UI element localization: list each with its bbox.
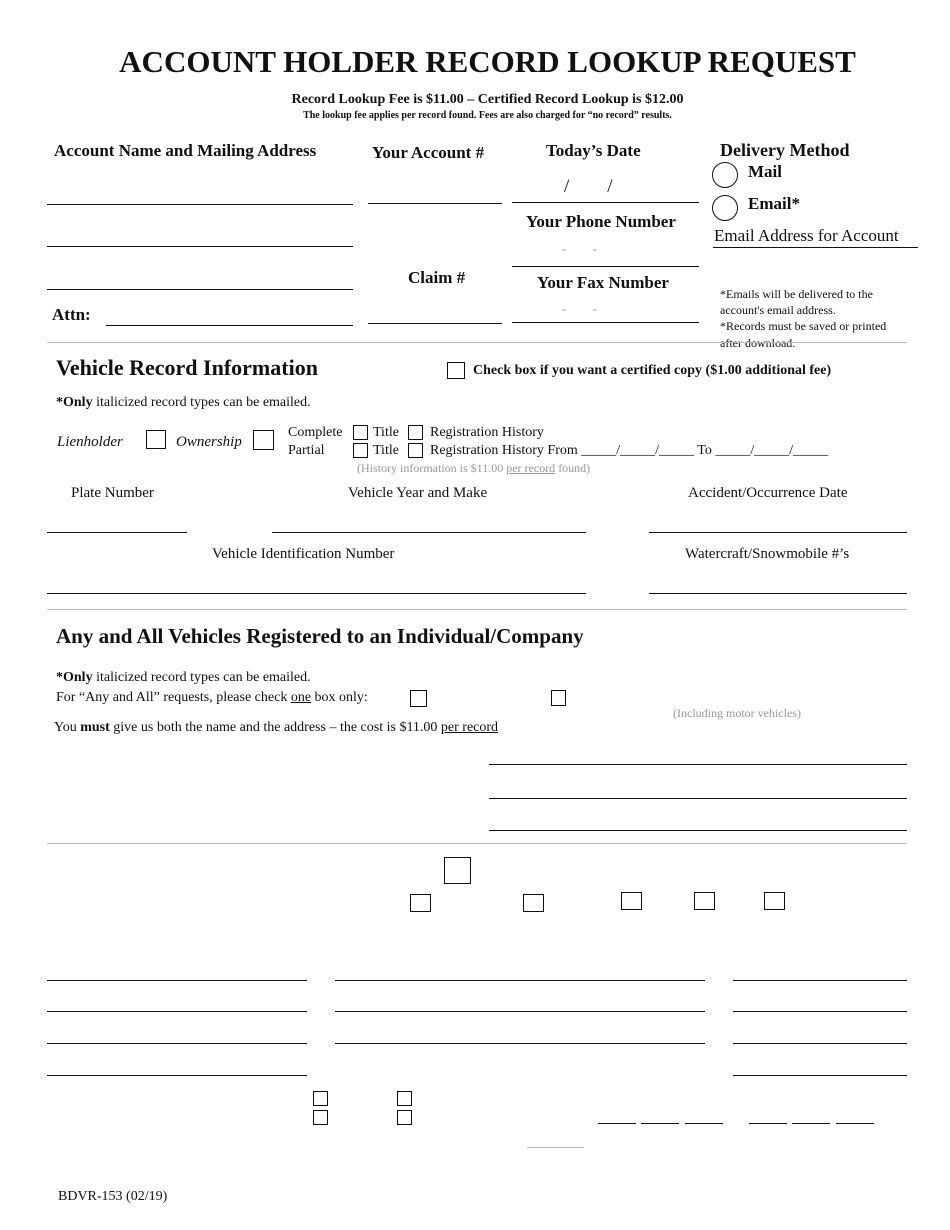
attn-label: Attn:	[52, 305, 91, 324]
email-note-4: after download.	[720, 336, 796, 350]
must-c: give us both the name and the address – the cost is $11.00	[109, 720, 441, 735]
must-b: must	[80, 720, 110, 735]
check-c: box only:	[311, 690, 368, 705]
phone-label: Your Phone Number	[526, 212, 676, 231]
accident-date-field[interactable]	[649, 532, 907, 533]
certified-copy-label: Check box if you want a certified copy ($1.00 additional fee)	[473, 363, 832, 378]
email-radio[interactable]	[712, 195, 738, 221]
year-make-label: Vehicle Year and Make	[348, 485, 488, 501]
attn-line[interactable]	[106, 325, 353, 326]
partial-reg-history-checkbox[interactable]	[408, 443, 423, 458]
vin-label: Vehicle Identification Number	[212, 546, 395, 562]
email-note-1: *Emails will be delivered to the	[720, 287, 873, 301]
lower-right-field-3[interactable]	[733, 1043, 907, 1044]
only-rest: italicized record types can be emailed.	[92, 395, 311, 410]
lower-middle-field-3[interactable]	[335, 1043, 705, 1044]
check-a: For “Any and All” requests, please check	[56, 690, 291, 705]
lower-left-field-1[interactable]	[47, 980, 307, 981]
certified-copy-checkbox[interactable]	[447, 362, 465, 379]
fee-note: The lookup fee applies per record found. Fees are also charged for “no record” results.	[303, 110, 672, 121]
partial-title-checkbox[interactable]	[353, 443, 368, 458]
plate-number-field[interactable]	[47, 532, 187, 533]
large-checkbox[interactable]	[444, 857, 471, 884]
lower-right-field-2[interactable]	[733, 1011, 907, 1012]
history-note	[357, 461, 590, 476]
date-blank-2b[interactable]	[792, 1123, 830, 1124]
email-note-3: *Records must be saved or printed	[720, 319, 887, 333]
lower-right-field-1[interactable]	[733, 980, 907, 981]
complete-title-label: Title	[373, 425, 399, 440]
complete-reg-history-label: Registration History	[430, 425, 544, 440]
history-note-c: found)	[555, 461, 591, 475]
address-line-1[interactable]	[47, 246, 353, 247]
todays-date-field[interactable]	[512, 202, 699, 203]
watercraft-label: Watercraft/Snowmobile #’s	[685, 546, 850, 562]
section-divider-2	[47, 609, 907, 610]
bottom-checkbox-1b[interactable]	[313, 1110, 328, 1125]
email-address-label: Email Address for Account	[714, 226, 899, 245]
mail-label: Mail	[748, 162, 782, 181]
address-line-2[interactable]	[47, 289, 353, 290]
section-divider-1	[47, 342, 907, 343]
lower-left-field-2[interactable]	[47, 1011, 307, 1012]
complete-reg-history-checkbox[interactable]	[408, 425, 423, 440]
fax-label: Your Fax Number	[537, 273, 669, 292]
account-number-label: Your Account #	[372, 143, 485, 162]
lower-checkbox-4[interactable]	[694, 892, 715, 910]
claim-number-field[interactable]	[368, 323, 502, 324]
account-number-field[interactable]	[368, 203, 502, 204]
fee-line: Record Lookup Fee is $11.00 – Certified Record Lookup is $12.00	[291, 92, 684, 107]
any-all-address-field-2[interactable]	[489, 830, 907, 831]
date-blank-1a[interactable]	[598, 1123, 636, 1124]
date-slashes: / /	[564, 176, 613, 197]
email-note-2: account's email address.	[720, 303, 836, 317]
vin-field[interactable]	[47, 593, 586, 594]
phone-dashes: - -	[562, 241, 597, 256]
watercraft-field[interactable]	[649, 593, 907, 594]
email-label: Email*	[748, 194, 800, 213]
form-id: BDVR-153 (02/19)	[58, 1189, 168, 1204]
must-give-both-note	[54, 720, 498, 736]
lower-checkbox-2[interactable]	[523, 894, 544, 912]
history-note-b: per record	[506, 461, 556, 475]
partial-label: Partial	[288, 443, 325, 458]
lower-left-field-3[interactable]	[47, 1043, 307, 1044]
bottom-checkbox-1a[interactable]	[313, 1091, 328, 1106]
any-all-option-2-checkbox[interactable]	[551, 690, 566, 706]
mail-radio[interactable]	[712, 162, 738, 188]
section-divider-3	[47, 843, 907, 844]
plate-number-label: Plate Number	[71, 485, 154, 501]
claim-label: Claim #	[408, 268, 466, 287]
bottom-checkbox-2b[interactable]	[397, 1110, 412, 1125]
fax-dashes: - -	[562, 301, 597, 316]
ownership-label: Ownership	[176, 434, 242, 450]
date-blank-1b[interactable]	[641, 1123, 679, 1124]
year-make-field[interactable]	[272, 532, 586, 533]
any-all-only-prefix: *Only	[56, 670, 93, 685]
complete-label: Complete	[288, 425, 343, 440]
any-all-address-field-1[interactable]	[489, 798, 907, 799]
lower-checkbox-3[interactable]	[621, 892, 642, 910]
email-address-field[interactable]	[713, 247, 918, 248]
accident-date-label: Accident/Occurrence Date	[688, 485, 848, 501]
todays-date-label: Today’s Date	[546, 141, 641, 160]
lower-middle-field-2[interactable]	[335, 1011, 705, 1012]
vehicle-emailed-note	[56, 395, 311, 411]
any-all-name-field[interactable]	[489, 764, 907, 765]
complete-title-checkbox[interactable]	[353, 425, 368, 440]
lower-checkbox-1[interactable]	[410, 894, 431, 912]
vehicle-section-title: Vehicle Record Information	[56, 355, 318, 380]
must-a: You	[54, 720, 81, 735]
any-all-option-1-checkbox[interactable]	[410, 690, 427, 707]
date-blank-2a[interactable]	[749, 1123, 787, 1124]
fax-field[interactable]	[512, 322, 699, 323]
any-all-check-instruction	[56, 690, 368, 706]
lower-left-field-4[interactable]	[47, 1075, 307, 1076]
signature-line[interactable]	[527, 1147, 584, 1148]
any-all-emailed-note	[56, 670, 311, 686]
lienholder-checkbox[interactable]	[146, 430, 166, 449]
ownership-checkbox[interactable]	[253, 430, 274, 450]
lower-right-field-4[interactable]	[733, 1075, 907, 1076]
date-blank-1c[interactable]	[685, 1123, 723, 1124]
only-prefix: *Only	[56, 395, 93, 410]
lower-checkbox-5[interactable]	[764, 892, 785, 910]
lienholder-label: Lienholder	[57, 434, 123, 450]
history-note-a: (History information is $11.00	[357, 461, 507, 475]
check-b: one	[290, 690, 312, 705]
account-name-address-label: Account Name and Mailing Address	[54, 141, 317, 160]
must-d: per record	[440, 720, 499, 735]
including-motor-vehicles-note: (Including motor vehicles)	[673, 706, 801, 720]
bottom-checkbox-2a[interactable]	[397, 1091, 412, 1106]
partial-title-label: Title	[373, 443, 399, 458]
account-name-line[interactable]	[47, 204, 353, 205]
any-all-only-rest: italicized record types can be emailed.	[92, 670, 311, 685]
page-title: ACCOUNT HOLDER RECORD LOOKUP REQUEST	[119, 44, 856, 79]
phone-field[interactable]	[512, 266, 699, 267]
date-blank-2c[interactable]	[836, 1123, 874, 1124]
lower-middle-field-1[interactable]	[335, 980, 705, 981]
delivery-method-title: Delivery Method	[720, 140, 850, 160]
any-all-section-title: Any and All Vehicles Registered to an Individual/Company	[56, 624, 584, 648]
partial-reg-history-label: Registration History From _____/_____/_____ To _____/_____/_____	[430, 443, 829, 458]
